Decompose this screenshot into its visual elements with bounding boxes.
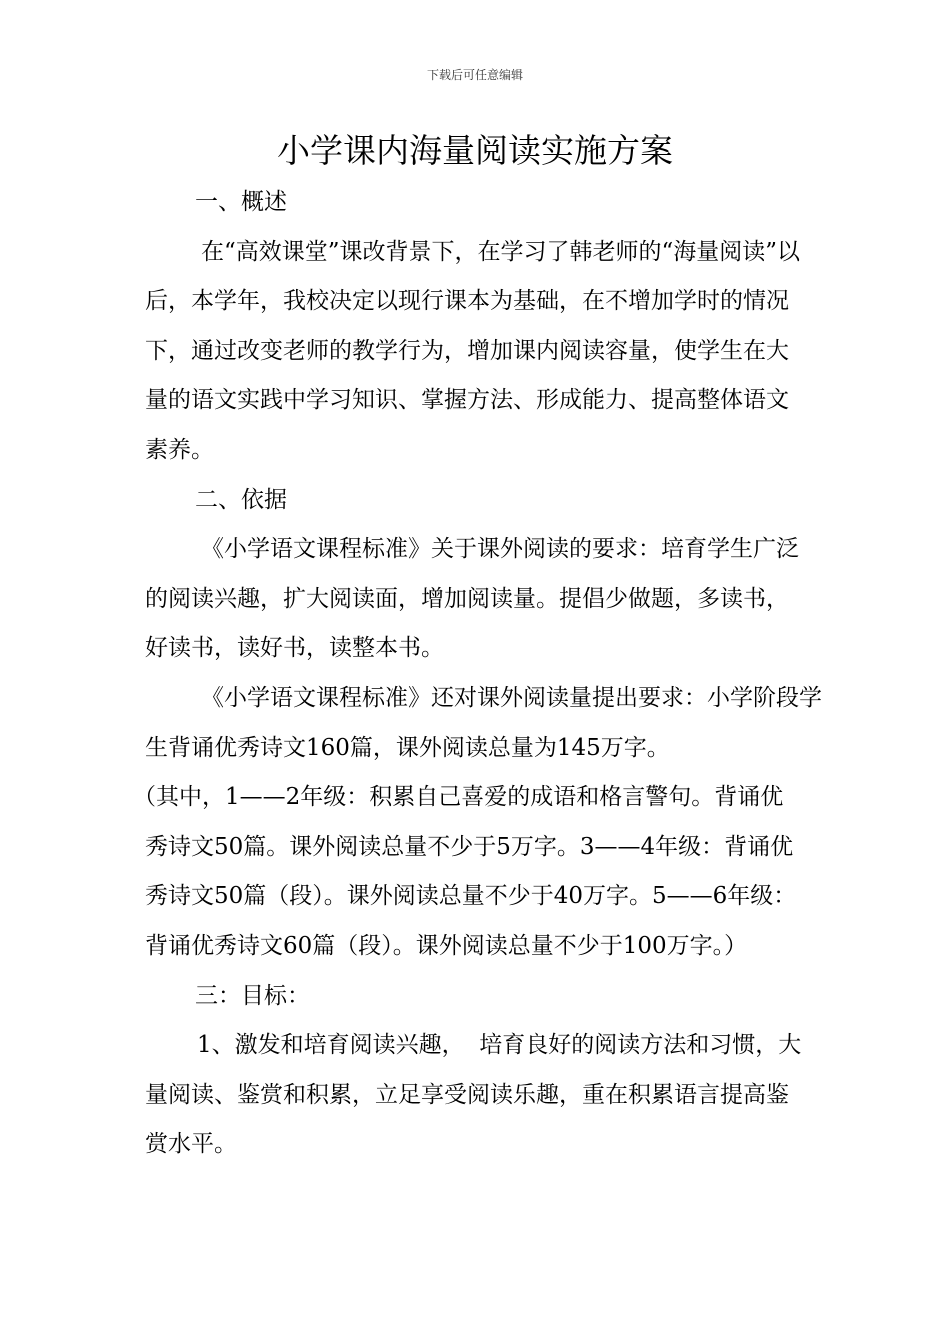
overview-paragraph: 在“高效课堂”课改背景下，在学习了韩老师的“海量阅读”以后，本学年，我校决定以现行课本为基础，在不增加学时的情况下，通过改变老师的教学行为，增加课内阅读容量，使学生在大量的语文实践中学习知识、掌握方法、形成能力、提高整体语文素养。: [145, 238, 801, 463]
basis-paragraph-2: 《小学语文课程标准》还对课外阅读量提出要求：小学阶段学生背诵优秀诗文160篇，课外阅读总量为145万字。: [145, 684, 822, 761]
header-note: 下载后可任意编辑: [426, 68, 523, 82]
document-body: [133, 178, 822, 1170]
basis-paragraph-1: 《小学语文课程标准》关于课外阅读的要求：培育学生广泛的阅读兴趣，扩大阅读面，增加阅读量。提倡少做题，多读书，好读书，读好书，读整本书。: [145, 536, 799, 662]
document-title: 小学课内海量阅读实施方案: [277, 131, 673, 170]
section-heading-goals: 三：目标：: [195, 982, 310, 1009]
goals-paragraph-1: 1、激发和培育阅读兴趣， 培育良好的阅读方法和习惯，大量阅读、鉴赏和积累，立足享受阅读乐趣，重在积累语言提高鉴赏水平。: [145, 1032, 802, 1158]
section-heading-basis: 二、依据: [195, 486, 287, 513]
section-heading-overview: 一、概述: [195, 189, 287, 215]
basis-paragraph-3: （其中，1——2年级：积累自己喜爱的成语和格言警句。背诵优秀诗文50篇。课外阅读总量不少于5万字。3——4年级：背诵优秀诗文50篇（段）。课外阅读总量不少于40万字。5——6年级：背诵优秀诗文60篇（段）。课外阅读总量不少于100万字。）: [133, 784, 797, 959]
